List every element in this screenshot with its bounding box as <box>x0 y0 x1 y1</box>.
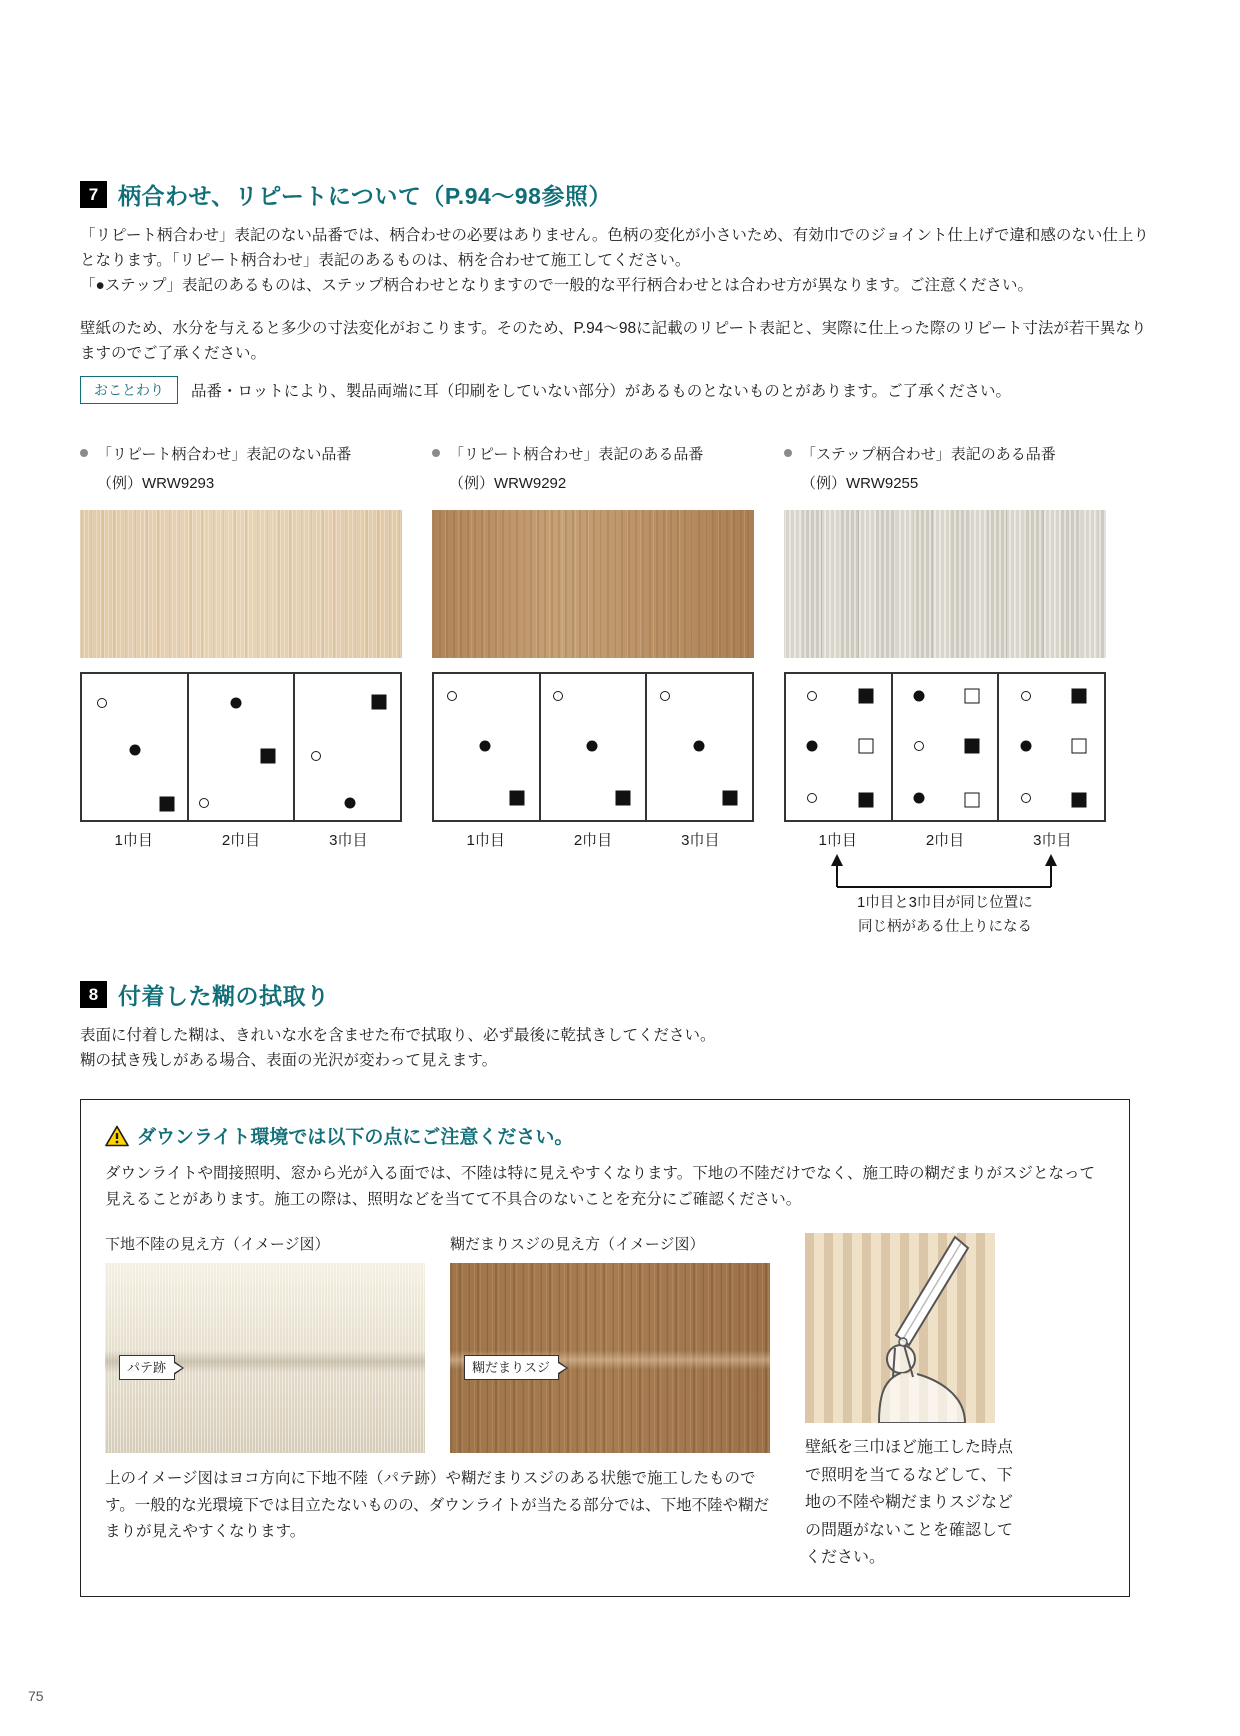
section8-body <box>80 1023 1160 1073</box>
diagram-panel <box>80 672 189 822</box>
warning-triangle-icon <box>105 1125 129 1147</box>
circle-filled-icon <box>230 698 241 709</box>
circle-open-icon <box>807 793 817 803</box>
circle-open-icon <box>311 751 321 761</box>
pattern-diagram-no-repeat <box>80 672 402 822</box>
square-filled-icon <box>159 797 174 812</box>
width-label: 3巾目 <box>681 832 720 850</box>
warning-right-text: 壁紙を三巾ほど施工した時点で照明を当てるなどして、下地の不陸や糊だまりスジなどの問題がないことを確認してください。 <box>805 1439 1014 1567</box>
circle-filled-icon <box>344 797 355 808</box>
person-with-light-icon <box>805 1233 995 1423</box>
bullet-icon <box>432 449 440 457</box>
width-label: 3巾目 <box>329 832 368 850</box>
square-filled-icon <box>1071 792 1086 807</box>
pattern-diagram-repeat <box>432 672 754 822</box>
diagram-panel <box>295 672 402 822</box>
circle-open-icon <box>660 691 670 701</box>
diagram-panel <box>647 672 754 822</box>
circle-open-icon <box>553 691 563 701</box>
para1-text: 「リピート柄合わせ」表記のない品番では、柄合わせの必要はありません。色柄の変化が小さいため、有効巾でのジョイント仕上げで違和感のない仕上りとなります。「リピート柄合わせ」表記のあるものは、柄を合わせて施工してください。 <box>80 227 1149 270</box>
wallpaper-sample-wrw9293 <box>80 510 402 658</box>
putty-mark-tag: パテ跡 <box>119 1355 175 1380</box>
width-labels <box>80 829 402 850</box>
square-filled-icon <box>1071 689 1086 704</box>
width-label: 2巾目 <box>925 832 965 850</box>
square-filled-icon <box>723 791 738 806</box>
width-label: 3巾目 <box>1033 832 1072 850</box>
width-labels <box>784 829 1106 850</box>
circle-open-icon <box>807 691 817 701</box>
square-open-icon <box>965 792 980 807</box>
circle-open-icon <box>97 698 107 708</box>
diagram-panel <box>189 672 296 822</box>
example-code: （例）WRW9292 <box>449 475 567 493</box>
section8-header <box>80 978 1160 1011</box>
wallpaper-sample-wrw9255 <box>784 510 1106 658</box>
square-filled-icon <box>858 689 873 704</box>
width-label: 1巾目 <box>114 832 153 850</box>
width-labels <box>432 829 754 850</box>
circle-filled-icon <box>480 740 491 751</box>
section8-body1: 表面に付着した糊は、きれいな水を含ませた布で拭取り、必ず最後に乾拭きしてください。 <box>80 1027 716 1045</box>
square-filled-icon <box>858 792 873 807</box>
width-label: 2巾目 <box>221 832 261 850</box>
example-label: 「ステップ柄合わせ」表記のある品番 <box>801 445 1056 463</box>
section8-title: 付着した糊の拭取り <box>118 983 330 1010</box>
section7-paragraph-1 <box>80 223 1160 298</box>
circle-open-icon <box>1021 793 1031 803</box>
bullet-icon <box>80 449 88 457</box>
warning-bottom-text: 上のイメージ図はヨコ方向に下地不陸（パテ跡）や糊だまりスジのある状態で施工したものです。一般的な光環境下では目立たないものの、ダウンライトが当たる部分では、下地不陸や糊だまりが見えやすくなります。 <box>105 1470 770 1541</box>
circle-open-icon <box>447 691 457 701</box>
downlight-warning-box <box>80 1099 1130 1597</box>
example-column-step <box>784 444 1106 941</box>
step-note-line2: 同じ柄がある仕上りになる <box>858 919 1032 936</box>
circle-filled-icon <box>807 740 818 751</box>
section8-body2: 糊の拭き残しがある場合、表面の光沢が変わって見えます。 <box>80 1052 498 1070</box>
diagram-panel <box>893 672 1000 822</box>
circle-open-icon <box>199 798 209 808</box>
caption-glue-streak: 糊だまりスジの見え方（イメージ図） <box>450 1236 705 1254</box>
section8-number-badge: 8 <box>80 981 107 1008</box>
square-open-icon <box>1071 738 1086 753</box>
square-filled-icon <box>372 695 387 710</box>
section7-header <box>80 178 1160 211</box>
page-number: 75 <box>28 1688 44 1704</box>
okotowari-label: おことわり <box>80 376 178 404</box>
circle-filled-icon <box>1020 740 1031 751</box>
okotowari-text: 品番・ロットにより、製品両端に耳（印刷をしていない部分）があるものとないものとがあります。ご了承ください。 <box>191 382 1011 400</box>
step-note-line1: 1巾目と3巾目が同じ位置に <box>857 895 1033 912</box>
example-column-no-repeat <box>80 444 402 941</box>
diagram-panel <box>784 672 893 822</box>
circle-open-icon <box>1021 691 1031 701</box>
example-column-repeat <box>432 444 754 941</box>
example-code: （例）WRW9293 <box>97 475 215 493</box>
circle-filled-icon <box>130 745 141 756</box>
section7-paragraph-2: 壁紙のため、水分を与えると多少の寸法変化がおこります。そのため、P.94～98に記載のリピート表記と、実際に仕上った際のリピート寸法が若干異なりますのでご了承ください。 <box>80 320 1147 363</box>
lighting-check-illustration <box>805 1233 995 1423</box>
okotowari-note <box>80 376 1160 404</box>
square-filled-icon <box>616 791 631 806</box>
glue-streak-tag: 糊だまりスジ <box>464 1355 559 1380</box>
square-open-icon <box>965 689 980 704</box>
step-match-note <box>784 852 1106 940</box>
warning-title: ダウンライト環境では以下の点にご注意ください。 <box>137 1127 574 1149</box>
example-label: 「リピート柄合わせ」表記のある品番 <box>449 445 704 463</box>
caption-substrate: 下地不陸の見え方（イメージ図） <box>105 1236 330 1254</box>
diagram-panel <box>541 672 648 822</box>
example-code: （例）WRW9255 <box>801 475 919 493</box>
diagram-panel <box>432 672 541 822</box>
pattern-diagram-step <box>784 672 1106 822</box>
width-label: 1巾目 <box>818 832 857 850</box>
square-open-icon <box>858 738 873 753</box>
circle-filled-icon <box>913 691 924 702</box>
section7-number-badge: 7 <box>80 181 107 208</box>
square-filled-icon <box>261 749 276 764</box>
para2-text: 「●ステップ」表記のあるものは、ステップ柄合わせとなりますので一般的な平行柄合わせとは合わせ方が異なります。ご注意ください。 <box>80 277 1034 295</box>
bracket-arrows-icon <box>784 852 1106 890</box>
square-filled-icon <box>509 791 524 806</box>
warning-body: ダウンライトや間接照明、窓から光が入る面では、不陸は特に見えやすくなります。下地の不陸だけでなく、施工時の糊だまりがスジとなって見えることがあります。施工の際は、照明などを当てて不具合のないことを充分にご確認ください。 <box>105 1165 1095 1209</box>
circle-filled-icon <box>693 740 704 751</box>
circle-open-icon <box>914 741 924 751</box>
bullet-icon <box>784 449 792 457</box>
square-filled-icon <box>965 738 980 753</box>
width-label: 2巾目 <box>573 832 613 850</box>
pattern-examples <box>80 444 1160 941</box>
diagram-panel <box>999 672 1106 822</box>
circle-filled-icon <box>586 740 597 751</box>
example-label: 「リピート柄合わせ」表記のない品番 <box>97 445 352 463</box>
circle-filled-icon <box>913 793 924 804</box>
glue-streak-image <box>450 1263 770 1453</box>
wallpaper-sample-wrw9292 <box>432 510 754 658</box>
width-label: 1巾目 <box>466 832 505 850</box>
substrate-unevenness-image <box>105 1263 425 1453</box>
section7-title: 柄合わせ、リピートについて（P.94～98参照） <box>118 183 612 209</box>
